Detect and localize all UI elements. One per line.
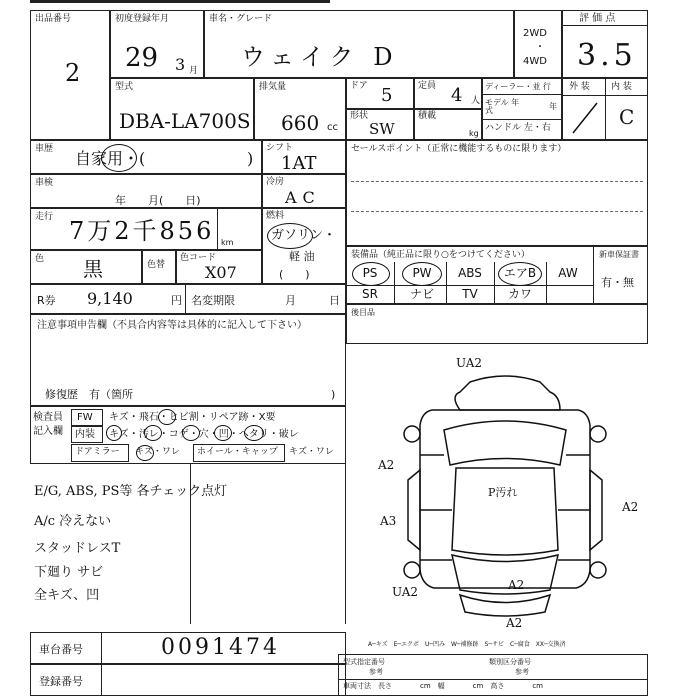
name-change-day: 日 xyxy=(329,294,340,307)
dealer-label: ディーラー・並 行 xyxy=(485,82,551,91)
inspector-label-1: 検査員 xyxy=(33,412,63,423)
fuel-circle xyxy=(267,223,313,249)
ac-value: AC xyxy=(285,188,321,207)
equip-leather: カワ xyxy=(507,287,532,301)
fuel-diesel: 軽 油 xyxy=(289,250,315,263)
equip-abs: ABS xyxy=(458,266,482,280)
model-name-box xyxy=(204,10,514,78)
wheel-label: ホイール・キャップ xyxy=(197,447,278,457)
equip-airbag: エアB xyxy=(503,266,537,280)
registration-box xyxy=(110,10,204,78)
remark-3: スタッドレスT xyxy=(34,541,121,556)
mark-a2-right: A2 xyxy=(622,500,639,514)
model-cert-ref: 参考 xyxy=(369,668,383,676)
load-box xyxy=(414,109,482,140)
equipment-label: 装備品（純正品に限り○をつけてください） xyxy=(351,250,530,260)
model-cert-label: 型式指定番号 xyxy=(343,658,385,666)
capacity-box xyxy=(414,78,482,109)
remark-5: 全キズ、凹 xyxy=(34,588,100,603)
mark-a2-rear: A2 xyxy=(508,578,525,592)
color-code-label: 色コード xyxy=(180,253,217,263)
body-label: 形状 xyxy=(350,111,369,121)
capacity-value: 4 xyxy=(451,85,463,106)
model-name-label: 車名・グレード xyxy=(209,14,273,24)
fw-circle xyxy=(158,409,176,425)
handle-label: ハンドル 左・右 xyxy=(485,123,551,133)
doors-value: 5 xyxy=(381,85,393,106)
inspection-label: 車検 xyxy=(35,178,54,188)
fuel-paren: ( ) xyxy=(279,268,310,281)
new-car-value: 有・無 xyxy=(601,276,634,289)
after-parts-label: 後目品 xyxy=(351,308,375,317)
drive-box xyxy=(514,10,562,78)
load-unit: kg xyxy=(469,129,479,138)
chassis-box xyxy=(30,632,346,664)
exterior-label: 外 装 xyxy=(569,82,590,92)
name-change-label: 名変期限 xyxy=(191,294,235,307)
history-label: 車歴 xyxy=(35,144,54,154)
ac-label: 冷房 xyxy=(266,177,285,187)
drive-4wd: 4WD xyxy=(523,56,547,67)
mark-ua2-bottom: UA2 xyxy=(392,585,419,599)
color-change-label: 色替 xyxy=(147,260,166,270)
equip-navi: ナビ xyxy=(409,287,434,301)
cert-box xyxy=(338,654,648,696)
body-box xyxy=(346,109,414,140)
interior-check-text: キズ・汚レ・コゲ・穴・凹・ヘタリ・破レ xyxy=(109,429,299,440)
interior-label: 内 装 xyxy=(611,82,632,92)
recycle-value: 9,140 xyxy=(87,289,133,308)
score-label: 評 価 点 xyxy=(579,13,616,24)
category-ref: 参考 xyxy=(515,668,529,676)
history-options: 自家用・( xyxy=(75,149,146,168)
equip-aw: AW xyxy=(558,266,578,280)
recycle-unit: 円 xyxy=(171,294,182,307)
inspection-box xyxy=(30,174,262,208)
color-label: 色 xyxy=(35,254,45,264)
equip-pw-circle xyxy=(402,262,442,286)
drive-2wd: 2WD xyxy=(523,28,547,39)
repair-close: ) xyxy=(331,388,336,401)
shift-box xyxy=(262,140,346,174)
capacity-label: 定員 xyxy=(418,81,437,91)
equip-ps-circle xyxy=(352,262,390,286)
remark-1: E/G, ABS, PS等 各チェック点灯 xyxy=(34,484,228,499)
mark-a3-left: A3 xyxy=(380,514,397,528)
mirror-text: キズ・ワレ xyxy=(135,447,180,457)
model-year-unit: 年 xyxy=(549,102,557,111)
chassis-label: 車台番号 xyxy=(39,643,83,656)
history-box xyxy=(30,140,262,174)
color-code-box xyxy=(176,250,262,284)
type-value: DBA-LA700S xyxy=(119,109,251,133)
mirror-circle xyxy=(136,445,154,461)
chassis-number: 0091474 xyxy=(161,635,280,660)
wheel-text: キズ・ワレ xyxy=(289,447,334,457)
mark-a2-bumper: A2 xyxy=(506,616,523,630)
registration-number-label: 登録番号 xyxy=(39,675,83,688)
shift-value: 1AT xyxy=(281,153,317,174)
capacity-unit: 人 xyxy=(471,96,481,106)
remark-2: A/c 冷えない xyxy=(34,514,112,529)
mark-p-roof: P汚れ xyxy=(488,486,518,499)
fw-label: FW xyxy=(77,412,93,423)
displacement-unit: cc xyxy=(327,122,338,133)
dimensions-label: 車両寸法 長さ cm 幅 cm 高さ cm xyxy=(343,682,544,690)
type-label: 型式 xyxy=(115,82,134,92)
after-parts-box xyxy=(346,304,648,344)
dealer-box xyxy=(482,78,562,140)
color-value: 黒 xyxy=(83,257,103,281)
lot-label: 出品番号 xyxy=(35,14,72,24)
notes-box xyxy=(30,314,346,406)
header-strip xyxy=(30,0,330,3)
score-value: 3.5 xyxy=(577,38,637,73)
type-box xyxy=(110,78,254,140)
recycle-box xyxy=(30,284,346,314)
registration-month: 3 xyxy=(175,55,186,74)
fuel-label: 燃料 xyxy=(266,211,285,221)
inspector-label-2: 記入欄 xyxy=(33,426,63,437)
lot-number: 2 xyxy=(65,59,81,87)
int-circle-2 xyxy=(144,425,162,441)
fw-text: キズ・飛石・ヒビ割・リペア跡・X要 xyxy=(109,412,276,423)
history-circle xyxy=(101,144,137,172)
repair-label: 修復歴 有（箇所 xyxy=(45,388,133,401)
int-circle-3 xyxy=(182,425,200,441)
load-label: 積載 xyxy=(418,111,437,121)
fuel-value: ガソリン・ xyxy=(271,228,337,243)
registration-label: 初度登録年月 xyxy=(115,14,170,24)
int-circle-5 xyxy=(244,425,264,441)
mileage-box xyxy=(30,208,262,250)
color-change-box xyxy=(142,250,176,284)
notes-label: 注意事項申告欄（不具合内容等は具体的に記入して下さい） xyxy=(37,320,307,331)
equip-ps: PS xyxy=(362,266,378,280)
model-name: ウェイク D xyxy=(241,43,399,71)
recycle-label: R券 xyxy=(37,294,56,307)
int-circle-4 xyxy=(214,425,232,441)
grade-box xyxy=(562,78,648,140)
score-box xyxy=(562,10,648,78)
mirror-label: ドアミラー xyxy=(75,447,120,457)
sales-box xyxy=(346,140,648,246)
name-change-month: 月 xyxy=(285,294,296,307)
displacement-box xyxy=(254,78,346,140)
interior-grade: C xyxy=(619,105,635,129)
mark-ua2-top: UA2 xyxy=(456,356,483,370)
drive-dot: ・ xyxy=(535,42,545,53)
mileage-value: 7万2千856 xyxy=(69,217,215,245)
fuel-box xyxy=(262,208,346,284)
color-box xyxy=(30,250,142,284)
mark-a2-left: A2 xyxy=(378,458,395,472)
doors-box xyxy=(346,78,414,109)
interior-check-label: 内装 xyxy=(75,429,95,440)
mileage-label: 走行 xyxy=(35,212,54,222)
registration-month-unit: 月 xyxy=(189,66,199,76)
color-code-value: X07 xyxy=(205,263,237,282)
history-close: ) xyxy=(247,149,254,168)
new-car-label: 新車保証書 xyxy=(599,250,639,259)
doors-label: ドア xyxy=(350,81,368,91)
model-year-label: モデル 年式 xyxy=(485,98,520,115)
remark-4: 下廻り サビ xyxy=(34,565,104,580)
displacement-label: 排気量 xyxy=(259,82,287,92)
displacement-value: 660 xyxy=(281,111,320,135)
shift-label: シフト xyxy=(266,143,294,153)
lot-box xyxy=(30,10,110,140)
equip-tv: TV xyxy=(462,287,478,301)
equip-pw: PW xyxy=(412,266,432,280)
equip-sr: SR xyxy=(362,287,378,301)
sales-label: セールスポイント（正常に機能するものに限ります） xyxy=(351,144,567,154)
registration-number-box xyxy=(30,664,346,696)
ac-box xyxy=(262,174,346,208)
equip-airbag-circle xyxy=(498,262,542,286)
mileage-unit: km xyxy=(221,238,234,247)
registration-year: 29 xyxy=(125,43,159,73)
legend: A─キズ E─エクボ U─凹み W─補修跡 S─サビ C─腐食 XX─交換済 xyxy=(368,641,566,648)
inspection-format: 年 月( 日) xyxy=(115,194,201,207)
category-label: 類別区分番号 xyxy=(489,658,531,666)
int-circle-1 xyxy=(106,425,122,441)
exterior-slash xyxy=(569,101,599,135)
body-value: SW xyxy=(369,120,395,138)
